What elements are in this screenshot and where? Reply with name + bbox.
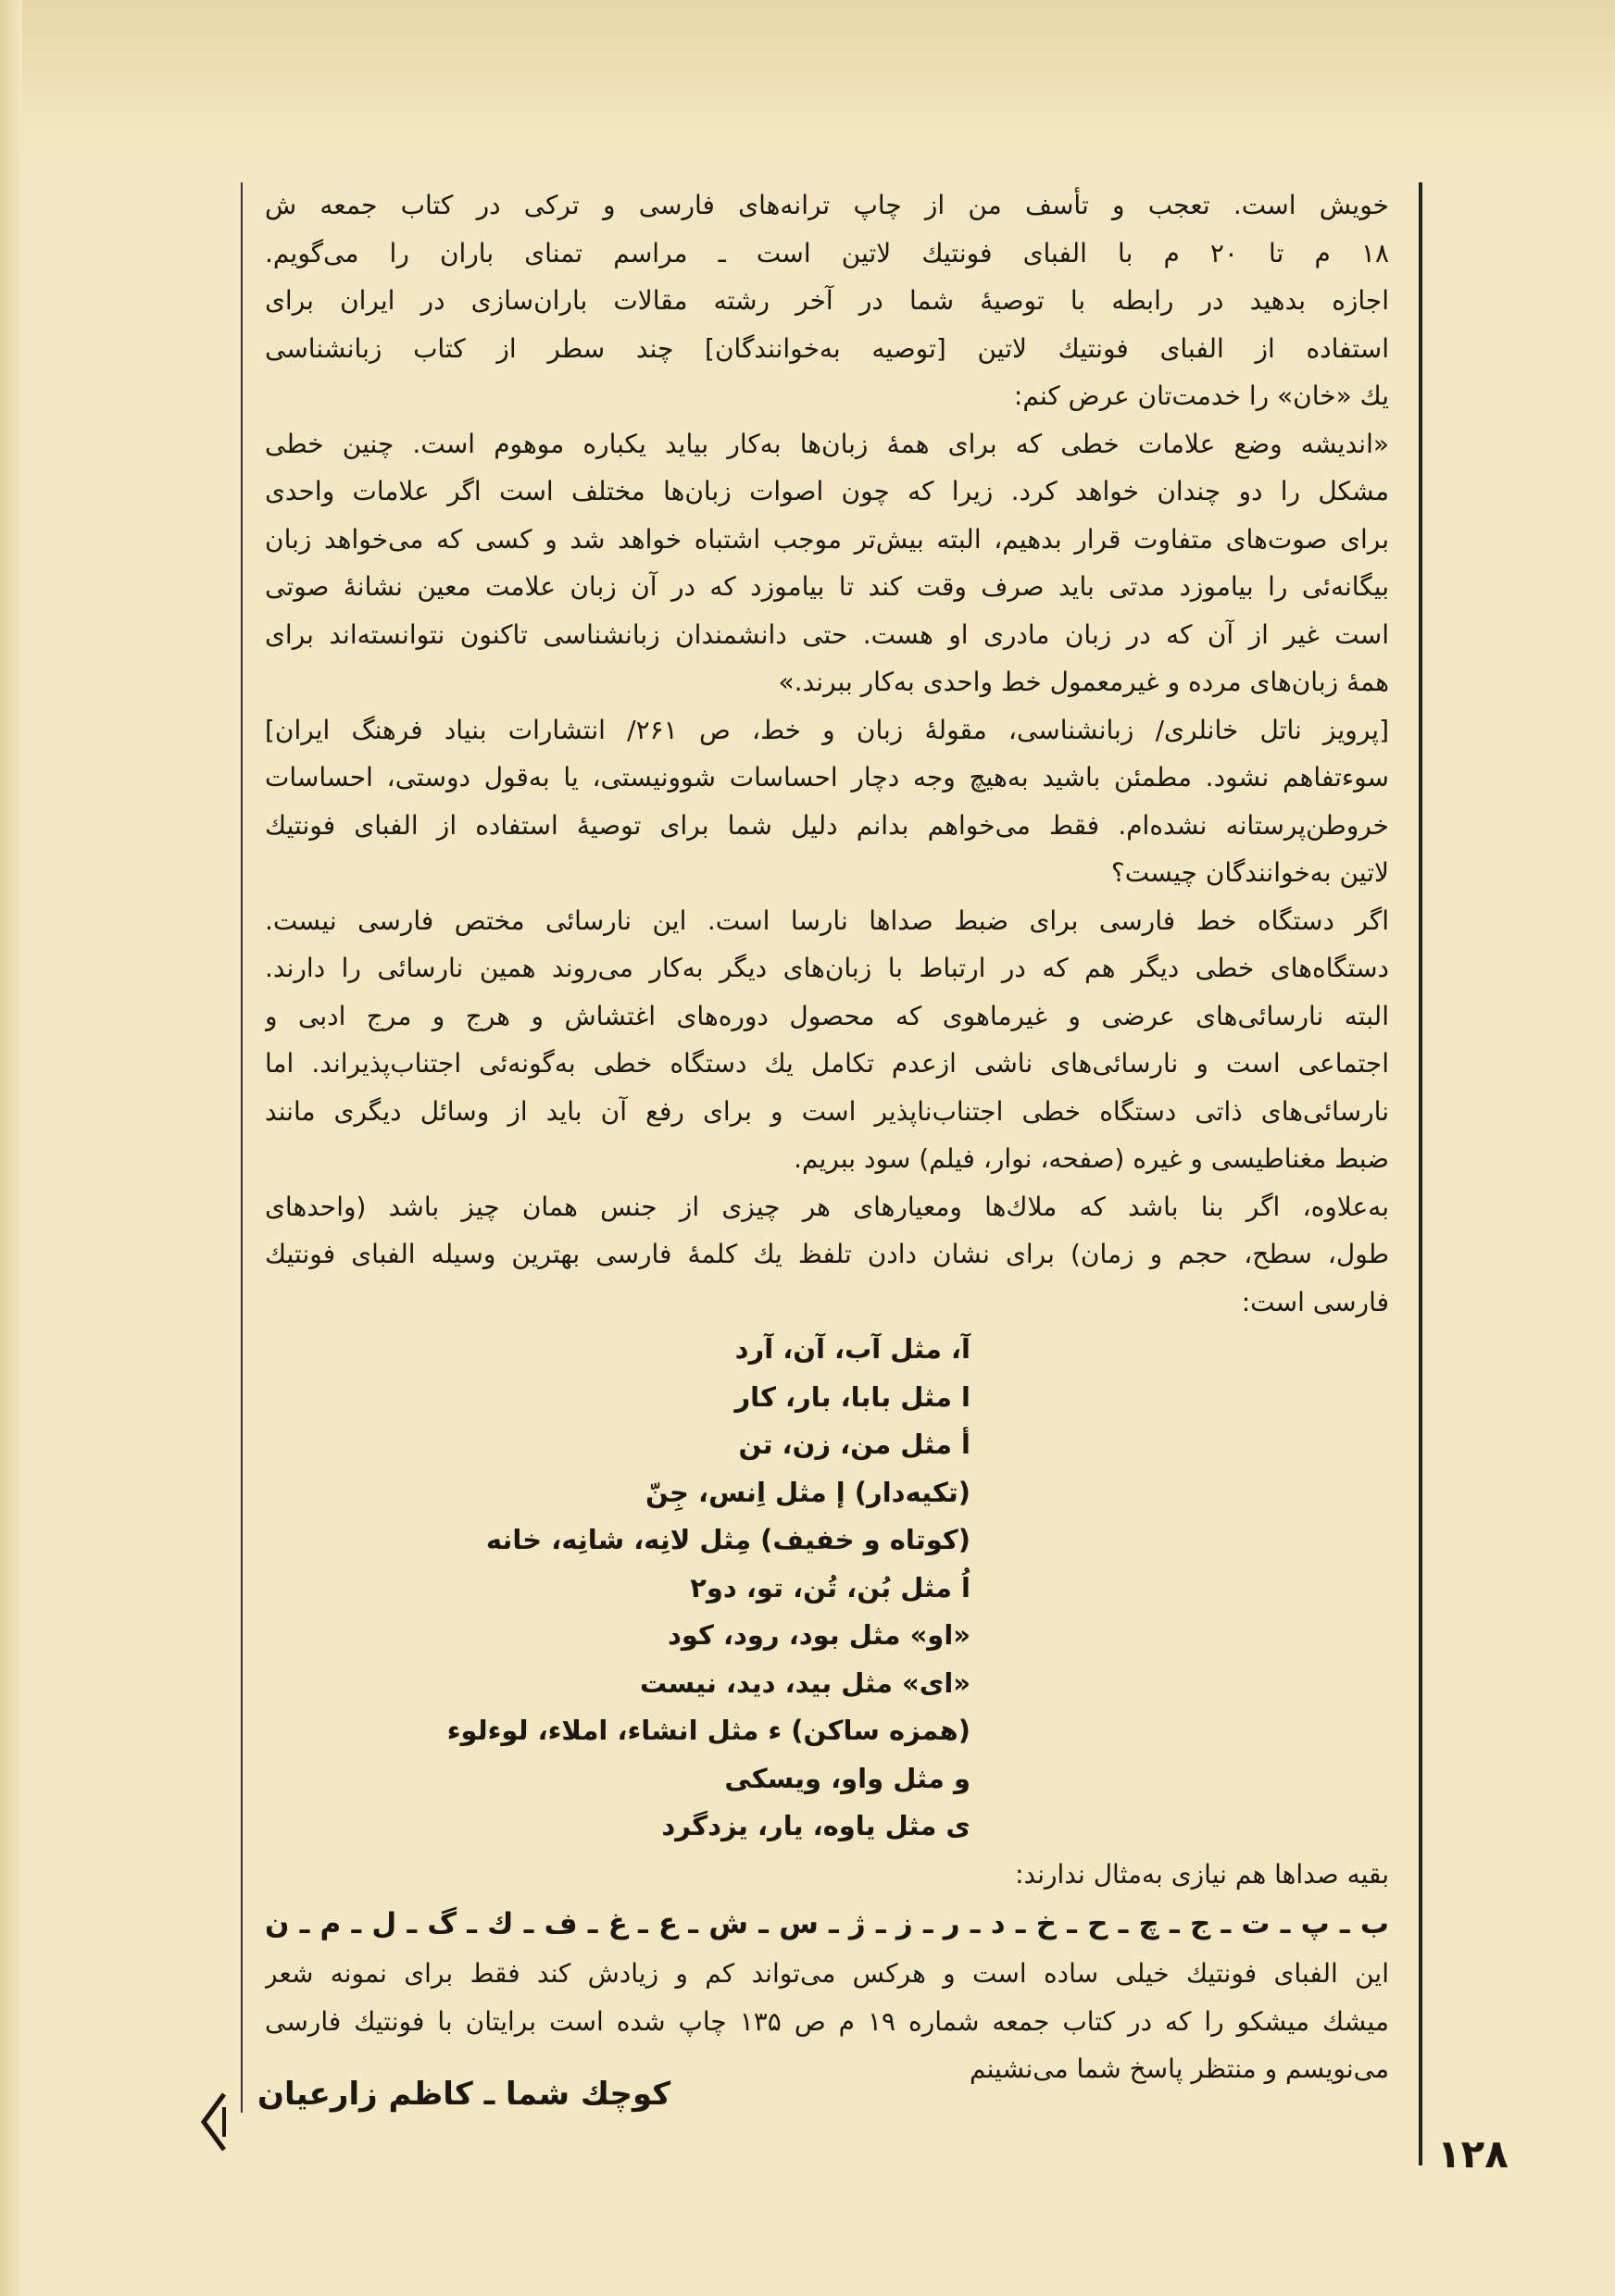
quote-line: همهٔ زبان‌های مرده و غیرمعمول خط واحدی به‌کار ببرند.»: [778, 667, 1389, 697]
body-line: ۱۸ م تا ۲۰ م با الفبای فونتیك لاتین است ـ مراسم تمنای باران را می‌گویم.: [265, 237, 1389, 268]
body-line: دستگاه‌های خطی دیگر هم که در ارتباط با زبان‌های دیگر به‌کار می‌روند همین نارسائی را دارند.: [265, 953, 1389, 983]
example-line: (کوتاه و خفیف) مِثل لانِه، شانِه، خانه: [485, 1524, 970, 1555]
body-line: فارسی است:: [1241, 1286, 1389, 1317]
page-left-edge: [0, 0, 22, 2296]
quote-line: است غیر از آن که در زبان مادری او هست. حتی دانشمندان زبانشناسی تاکنون نتوانسته‌اند برای: [265, 618, 1389, 650]
letter-body: [265, 181, 1389, 2093]
body-line: سوءتفاهم نشود. مطمئن باشید به‌هیچ وجه دچار احساسات شوونیستی، یا به‌قول دوستی، احساسات: [265, 762, 1389, 792]
example-line: ی مثل یاوه، یار، یزدگرد: [661, 1810, 970, 1841]
closing-line: میشك میشكو را که در کتاب جمعه شماره ۱۹ م ص ۱۳۵ چاپ شده است برایتان با فونتیك فارسی: [265, 2005, 1389, 2037]
quote-line: مشکل را دو چندان خواهد کرد. زیرا که چون اصوات زبان‌ها مختلف است اگر علامات واحدی: [265, 476, 1389, 506]
quote-line: برای صوت‌های متفاوت قرار بدهیم، البته بیش‌تر موجب اشتباه خواهد شد و کسی که می‌خواهد زبان: [265, 523, 1389, 555]
body-line: ضبط مغناطیسی و غیره (صفحه، نوار، فیلم) سود ببریم.: [794, 1143, 1389, 1174]
margin-rule-left: [241, 182, 243, 2113]
body-line: یك «خان» را خدمت‌تان عرض کنم:: [1013, 381, 1389, 411]
signature: کوچك شما ـ کاظم زارعیان: [257, 2076, 671, 2113]
body-line: لاتین به‌خوانندگان چیست؟: [1110, 857, 1389, 888]
body-line: طول، سطح، حجم و زمان) برای نشان دادن تلفظ یك کلمهٔ فارسی بهترین وسیله الفبای فونتیك: [265, 1239, 1389, 1269]
page-number: ١٢٨: [1437, 2131, 1509, 2177]
example-line: (همزه ساکن) ء مثل انشاء، املاء، لوءلوء: [446, 1715, 970, 1746]
example-line: «ای» مثل بید، دید، نیست: [639, 1666, 970, 1699]
example-line: أ مثل من، زن، تن: [738, 1429, 970, 1460]
example-line: (تکیه‌دار) إ مثل اِنس، جِنّ: [645, 1476, 970, 1508]
example-line: و مثل واو، ویسکی: [724, 1762, 970, 1794]
body-line: اجتماعی است و نارسائی‌های ناشی ازعدم تکامل یك دستگاه خطی به‌گونه‌ئی اجتناب‌پذیراند. اما: [265, 1048, 1389, 1079]
body-line: استفاده از الفبای فونتیك لاتین [توصیه به‌خوانندگان] چند سطر از کتاب زبانشناسی: [265, 332, 1389, 364]
margin-rule-right: [1419, 182, 1422, 2165]
example-line: «او» مثل بود، رود، کود: [667, 1619, 970, 1651]
example-line: اُ مثل بُن، تُن، تو، دو۲: [690, 1571, 970, 1603]
alphabet-line: ب ـ پ ـ ت ـ ج ـ چ ـ ح ـ خ ـ د ـ ر ـ ز ـ ژ ـ س ـ ش ـ ع ـ غ ـ ف ـ ك ـ گ ـ ل ـ م ـ ن: [265, 1907, 1389, 1940]
body-line: اگر دستگاه خط فارسی برای ضبط صداها نارسا است. این نارسائی مختص فارسی نیست.: [265, 905, 1389, 936]
corner-bracket-mark: [196, 2090, 230, 2153]
body-line: خویش است. تعجب و تأسف من از چاپ ترانه‌های فارسی و ترکی در کتاب جمعه ش: [265, 190, 1389, 220]
closing-line: می‌نویسم و منتظر پاسخ شما می‌نشینم: [969, 2053, 1389, 2084]
body-line: اجازه بدهید در رابطه با توصیهٔ شما در آخر رشته مقالات باران‌سازی در ایران برای: [265, 285, 1389, 316]
body-line: نارسائی‌های ذاتی دستگاه خطی اجتناب‌ناپذیر است و برای رفع آن باید از وسائل دیگری مانند: [265, 1095, 1389, 1127]
example-line: ا مثل بابا، بار، کار: [734, 1380, 970, 1413]
citation-line: [پرویز ناتل خانلری/ زبانشناسی، مقولهٔ زبان و خط، ص ۲۶۱/ انتشارات بنیاد فرهنگ ایران]: [265, 714, 1389, 745]
quote-line: «اندیشه وضع علامات خطی که برای همهٔ زبان‌ها به‌کار بیاید یکباره موهوم است. چنین خطی: [265, 428, 1389, 459]
quote-line: بیگانه‌ئی را بیاموزد مدتی باید صرف وقت کند تا بیاموزد که در آن زبان علامت معین نشانهٔ صوتی: [265, 571, 1389, 602]
example-line: آ، مثل آب، آن، آرد: [734, 1333, 970, 1365]
tail-intro: بقیه صداها هم نیازی به‌مثال ندارند:: [1015, 1858, 1389, 1890]
body-line: خروطن‌پرستانه نشده‌ام. فقط می‌خواهم بدانم دلیل شما برای توصیهٔ استفاده از الفبای فونتیك: [265, 809, 1389, 841]
closing-line: این الفبای فونتیك خیلی ساده است و هرکس می‌تواند کم و زیادش کند فقط برای نمونه شعر: [265, 1958, 1389, 1989]
page-top-shadow: [0, 0, 1615, 157]
body-line: البته نارسائی‌های عرضی و غیرماهوی که محصول دوره‌های اغتشاش و هرج و مرج ادبی و: [265, 1000, 1389, 1031]
body-line: به‌علاوه، اگر بنا باشد که ملاك‌ها ومعیارهای هر چیزی از جنس همان چیز باشد (واحدهای: [265, 1191, 1389, 1222]
